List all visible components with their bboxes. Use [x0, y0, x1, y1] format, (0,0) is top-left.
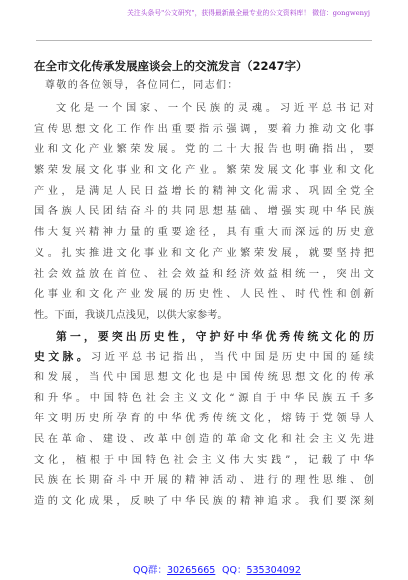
page-header	[36, 0, 372, 41]
paragraph-line: 国各族人民团结奋斗的共同思想基础、增强实现中华民族	[34, 206, 374, 218]
qq-group-number: 30265665	[166, 565, 216, 576]
paragraph-line	[34, 347, 374, 368]
paragraph-line: 和升华。中国特色社会主义文化“源自于中华民族五千多	[34, 392, 374, 404]
paragraph-line: 伟大复兴精神力量的重要途径，具有重大而深远的历史意	[34, 227, 374, 239]
section-text: 习近平总书记指出，当代中国是历史中国的延续	[91, 352, 374, 364]
paragraph-line: 造的文化成果，反映了中华民族的精神追求。我们要深刻	[34, 496, 374, 508]
paragraph-line: 和发展，当代中国思想文化也是中国传统思想文化的传承	[34, 371, 374, 383]
qq-group-label: QQ群：	[133, 565, 167, 576]
text-lines	[34, 99, 374, 513]
paragraph-line: 义。扎实推进文化事业和文化产业繁荣发展，就要坚持把	[34, 247, 374, 259]
qq-number: 535304092	[246, 565, 301, 576]
paragraph-line: 文化是一个国家、一个民族的灵魂。习近平总书记对	[56, 103, 374, 114]
paragraph-line: 民在革命、建设、改革中创造的革命文化和社会主义先进	[34, 434, 374, 445]
paragraph-line: 业和文化产业繁荣发展。党的二十大报告也明确指出，要	[34, 144, 374, 156]
paragraph-line: 化事业和文化产业发展的历史性、人民性、时代性和创新	[34, 289, 374, 301]
header-banner: 关注头条号"公文研究"，获得最新最全最专业的公文资料库！ 微信：gongwenyj	[127, 9, 370, 17]
paragraph-line: 性。下面，我谈几点浅见，以供大家参考。	[34, 309, 228, 321]
paragraph-line: 宣传思想文化工作作出重要指示强调，要着力推动文化事	[34, 123, 374, 135]
paragraph-line: 民族在长期奋斗中开展的精神活动、进行的理性思维、创	[34, 475, 374, 487]
section-heading: 第一，要突出历史性，守护好中华优秀传统文化的历	[56, 329, 374, 343]
qq-contact	[222, 562, 301, 576]
document-title: 在全市文化传承发展座谈会上的交流发言（2247字）	[34, 59, 308, 73]
paragraph-line: 文化，植根于中国特色社会主义伟大实践”，记载了中华	[34, 454, 374, 466]
qq-label: QQ：	[222, 565, 247, 576]
paragraph-line: 社会效益放在首位、社会效益和经济效益相统一，突出文	[34, 268, 374, 280]
qq-group	[133, 562, 215, 576]
greeting: 尊敬的各位领导，各位同仁，同志们：	[45, 80, 239, 91]
paragraph-line: 繁荣发展文化事业和文化产业。繁荣发展文化事业和文化	[34, 165, 374, 177]
section-heading-tail: 史文脉。	[34, 350, 91, 364]
paragraph-line: 产业，是满足人民日益增长的精神文化需求、巩固全党全	[34, 185, 374, 197]
paragraph-line: 年文明历史所孕育的中华优秀传统文化，熔铸于党领导人	[34, 413, 374, 425]
